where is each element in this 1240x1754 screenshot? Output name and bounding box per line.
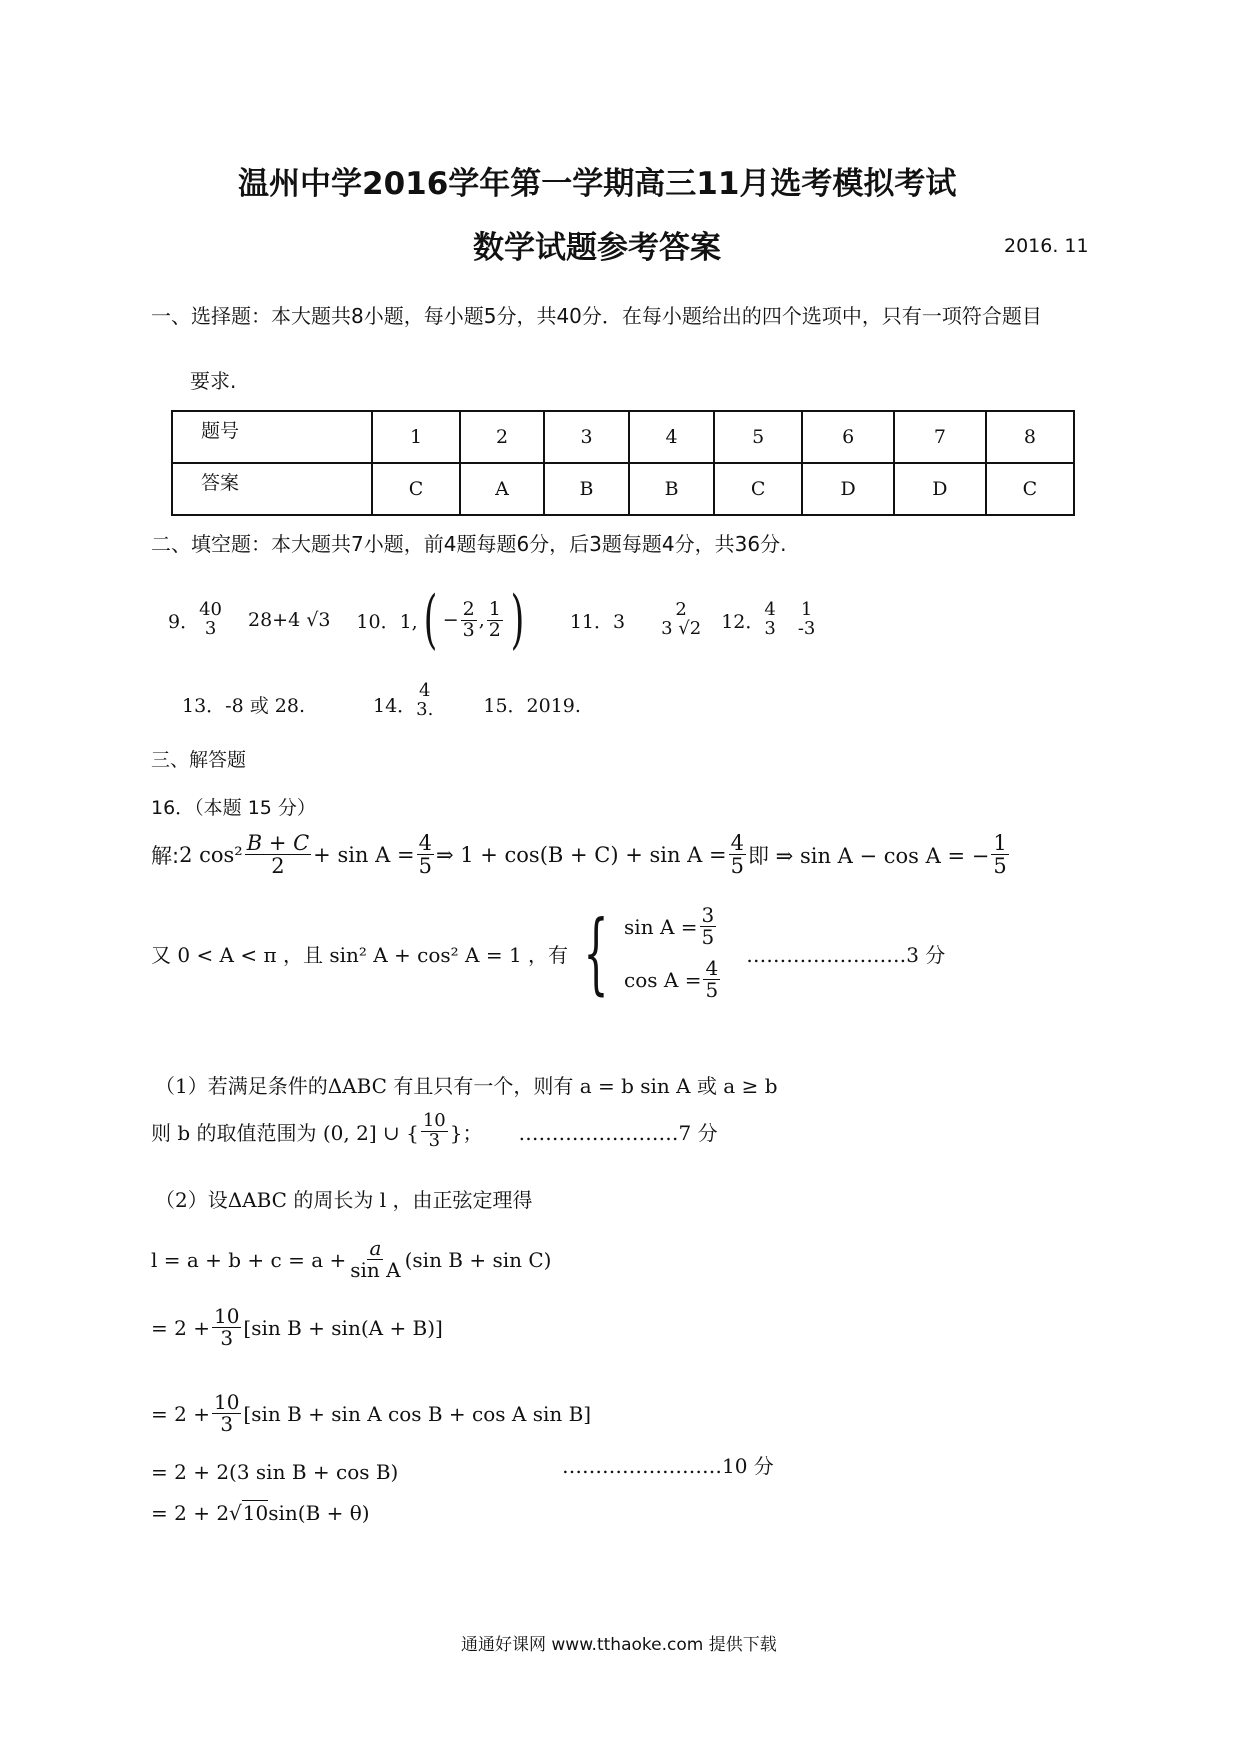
table-cell: B	[544, 463, 629, 515]
solution-line1	[151, 832, 1011, 877]
q9-den: 3	[204, 618, 217, 639]
q11-label: 11．3	[569, 610, 626, 633]
eq-part: [sin B + sin A cos B + cos A sin B]	[243, 1401, 592, 1426]
frac-den: 3	[220, 1326, 234, 1350]
eq-part: = 2 + 2	[151, 1500, 230, 1525]
table-cell: 5	[714, 411, 802, 463]
table-cell: 6	[802, 411, 894, 463]
frac-den: 3	[428, 1129, 441, 1151]
fill-answers-row1	[168, 583, 816, 657]
eq-part: (sin B + sin C)	[404, 1247, 552, 1272]
equation-5	[151, 1500, 370, 1525]
left-brace: {	[583, 901, 609, 1004]
q13: 13．-8 或 28.	[182, 694, 305, 717]
frac-3-5	[700, 905, 717, 948]
q10-comma: ,	[478, 609, 485, 631]
q12-label: 12．	[721, 610, 765, 633]
table-cell: 2	[460, 411, 544, 463]
eq-part: 则 b 的取值范围为 (0, 2] ∪ {	[151, 1120, 419, 1145]
part2-line: （2）设ΔABC 的周长为 l ，由正弦定理得	[155, 1188, 533, 1212]
q9-fraction	[199, 601, 222, 639]
q12b-fraction	[798, 601, 816, 639]
q9-label: 9．	[168, 610, 200, 633]
sqrt-radicand: 10	[242, 1501, 269, 1525]
section1-heading: 一、选择题：本大题共8小题，每小题5分，共40分．在每小题给出的四个选项中，只有一项符合题目	[151, 304, 1042, 328]
table-cell: C	[714, 463, 802, 515]
section1-heading-cont: 要求.	[190, 369, 237, 393]
eq-part: [sin B + sin(A + B)]	[243, 1315, 443, 1340]
equation-2	[151, 1306, 443, 1349]
score-3: ……………………3 分	[746, 942, 946, 967]
q12b-den: -3	[797, 618, 816, 639]
system-row	[624, 958, 722, 1001]
frac-4-5	[703, 958, 720, 1001]
left-paren: (	[423, 583, 438, 657]
score-7: ……………………7 分	[518, 1120, 718, 1145]
table-cell: C	[372, 463, 460, 515]
frac-den: 5	[730, 854, 744, 879]
frac-1-5	[991, 832, 1008, 877]
q10-frac-b	[487, 597, 503, 641]
eq-part: sin(B + θ)	[268, 1500, 370, 1525]
frac-den: 3	[220, 1412, 234, 1436]
q9-num: 40	[199, 599, 222, 621]
equation-1	[151, 1238, 551, 1281]
table-header-cell: 题号	[172, 411, 372, 463]
frac-num: 10	[213, 1390, 240, 1414]
frac-10-3	[212, 1392, 241, 1435]
q14-den: 3.	[416, 698, 434, 720]
frac-num: 10	[213, 1304, 240, 1328]
footer: 通通好课网 www.tthaoke.com 提供下载	[461, 1635, 777, 1655]
solution-line2	[151, 901, 946, 1004]
q11-fraction	[661, 601, 701, 639]
eq-part: ⇒ 1 + cos(B + C) + sin A =	[435, 842, 727, 867]
table-cell: 1	[372, 411, 460, 463]
table-cell: A	[460, 463, 544, 515]
equation-4: = 2 + 2(3 sin B + cos B)	[151, 1460, 399, 1484]
frac-den: 5	[705, 978, 719, 1002]
table-cell: D	[802, 463, 894, 515]
page-title: 温州中学2016学年第一学期高三11月选考模拟考试	[238, 166, 957, 202]
table-row	[172, 411, 1074, 463]
table-cell: 7	[894, 411, 986, 463]
q12b-num: 1	[800, 599, 813, 621]
eq-part: 即 ⇒ sin A − cos A = −	[748, 843, 990, 868]
frac-den: 5	[993, 854, 1007, 879]
frac-num: 3	[701, 903, 715, 927]
q10-a-den: 3	[462, 618, 475, 641]
frac-den: sin A	[350, 1258, 401, 1282]
frac-4-5	[417, 832, 434, 877]
sys-eq: cos A =	[624, 967, 702, 992]
score-10: ……………………10 分	[562, 1454, 774, 1478]
sys-eq: sin A =	[624, 914, 698, 939]
eq-part: }；	[449, 1120, 483, 1145]
frac-den: 2	[271, 854, 285, 879]
table-cell: 3	[544, 411, 629, 463]
q11-num: 2	[675, 599, 687, 621]
q15: 15．2019.	[483, 694, 581, 717]
frac-a-sinA	[348, 1238, 402, 1281]
answer-table	[171, 410, 1075, 516]
q14-num: 4	[419, 680, 431, 701]
frac-num: 10	[422, 1110, 446, 1131]
right-paren: )	[510, 583, 525, 657]
eq-part: = 2 +	[151, 1315, 210, 1340]
q12-den: 3	[764, 618, 776, 639]
frac-num: 4	[705, 956, 719, 980]
q9-value2: 28+4 √3	[248, 609, 331, 631]
table-cell: 8	[986, 411, 1074, 463]
frac-num: 1	[993, 831, 1007, 855]
sqrt-sign: √	[229, 1500, 242, 1525]
q10-minus: −	[442, 609, 459, 631]
frac-b-plus-c	[245, 832, 311, 877]
q10-frac-a	[461, 597, 477, 641]
frac-num: a	[369, 1236, 382, 1260]
table-row	[172, 463, 1074, 515]
eq-part: l = a + b + c = a +	[151, 1247, 347, 1272]
q12-fraction	[764, 601, 775, 639]
q10-a-num: 2	[462, 597, 475, 620]
table-cell: D	[894, 463, 986, 515]
frac-num: B + C	[246, 831, 310, 855]
eq-part: + sin A =	[313, 842, 415, 867]
system-row	[624, 905, 722, 948]
part1-line: （1）若满足条件的ΔABC 有且只有一个，则有 a = b sin A 或 a ≥ b	[155, 1074, 778, 1098]
frac-num: 4	[418, 831, 432, 855]
q16-heading: 16．（本题 15 分）	[151, 797, 316, 819]
solve-prefix: 解:	[151, 843, 180, 868]
table-cell: 4	[629, 411, 714, 463]
q14-label: 14．	[372, 694, 417, 717]
fill-answers-row2	[182, 680, 581, 718]
frac-den: 5	[701, 925, 715, 949]
section3-heading: 三、解答题	[151, 749, 247, 771]
eq-part: = 2 +	[151, 1401, 210, 1426]
page-subtitle: 数学试题参考答案	[473, 230, 721, 266]
frac-10-3	[421, 1112, 448, 1151]
frac-num: 4	[730, 831, 744, 855]
section2-heading: 二、填空题：本大题共7小题，前4题每题6分，后3题每题4分，共36分.	[151, 532, 787, 556]
q12-num: 4	[764, 599, 776, 621]
q10-b-num: 1	[488, 597, 501, 620]
equation-3	[151, 1392, 591, 1435]
q10-b-den: 2	[488, 618, 501, 641]
q11-den: 3 √2	[661, 618, 702, 639]
exam-date: 2016. 11	[1004, 235, 1089, 257]
table-header-cell: 答案	[172, 463, 372, 515]
part1-range	[151, 1112, 718, 1151]
frac-4-5	[729, 832, 746, 877]
frac-10-3	[212, 1306, 241, 1349]
q10-label: 10．1,	[356, 610, 418, 633]
table-cell: B	[629, 463, 714, 515]
table-cell: C	[986, 463, 1074, 515]
eq-part: 2 cos²	[179, 842, 243, 867]
q14-fraction	[416, 682, 433, 720]
equation-system	[624, 905, 722, 1001]
frac-den: 5	[418, 854, 432, 879]
eq-part: 又 0 < A < π ，且 sin² A + cos² A = 1 ，有	[151, 942, 569, 967]
